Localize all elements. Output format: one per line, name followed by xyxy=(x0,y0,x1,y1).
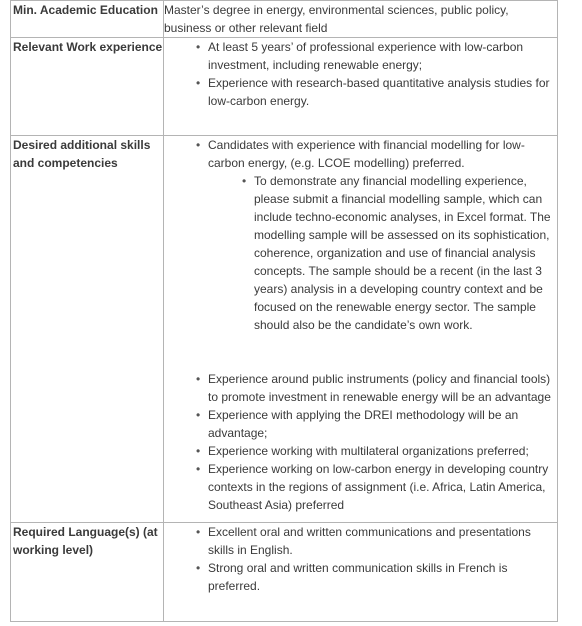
row-value-language xyxy=(164,523,558,622)
bullet-list xyxy=(164,136,557,334)
table-row xyxy=(11,523,558,622)
sub-list-item: • To demonstrate any financial modelling experience, please submit a financial modelling sample, which can include techno-economic analyses, in Excel format. The modelling sample will be assessed on its sophistication, coherence, organization and use of financial analysis concepts. The sample should be a recent (in the last 3 years) analysis in a developing country context and be focused on the renewable energy sector. The sample should also be the candidate’s own work. xyxy=(254,172,557,334)
row-label-work-experience: Relevant Work experience xyxy=(11,38,164,136)
bullet-list xyxy=(164,370,557,514)
education-text: Master’s degree in energy, environmental sciences, public policy, business or other relevant field xyxy=(164,3,509,35)
list-item: • Experience working with multilateral organizations preferred; xyxy=(208,442,557,460)
list-item: • Excellent oral and written communications and presentations skills in English. xyxy=(208,523,557,559)
row-value-skills xyxy=(164,136,558,523)
sub-bullet-list xyxy=(208,172,557,334)
list-item: • Experience with applying the DREI methodology will be an advantage; xyxy=(208,406,557,442)
list-item: • Experience around public instruments (policy and financial tools) to promote investment in renewable energy will be an advantage xyxy=(208,370,557,406)
row-value-work-experience xyxy=(164,38,558,136)
table-row xyxy=(11,136,558,523)
spacer xyxy=(164,334,557,352)
table-row xyxy=(11,1,558,38)
list-item: • At least 5 years’ of professional experience with low-carbon investment, including renewable energy; xyxy=(208,38,557,74)
row-label-language: Required Language(s) (at working level) xyxy=(11,523,164,622)
list-item: • Experience working on low-carbon energy in developing country contexts in the regions of assignment (i.e. Africa, Latin America, Southeast Asia) preferred xyxy=(208,460,557,514)
bullet-list xyxy=(164,38,557,110)
row-value-education xyxy=(164,1,558,38)
spacer xyxy=(164,352,557,370)
list-item-text: Candidates with experience with financial modelling for low-carbon energy, (e.g. LCOE modelling) preferred. xyxy=(208,138,525,170)
list-item xyxy=(208,136,557,334)
row-label-education: Min. Academic Education xyxy=(11,1,164,38)
row-label-skills: Desired additional skills and competencies xyxy=(11,136,164,523)
list-item: • Strong oral and written communication skills in French is preferred. xyxy=(208,559,557,595)
table-row xyxy=(11,38,558,136)
list-item: • Experience with research-based quantitative analysis studies for low-carbon energy. xyxy=(208,74,557,110)
requirements-table xyxy=(10,0,558,622)
bullet-list xyxy=(164,523,557,595)
